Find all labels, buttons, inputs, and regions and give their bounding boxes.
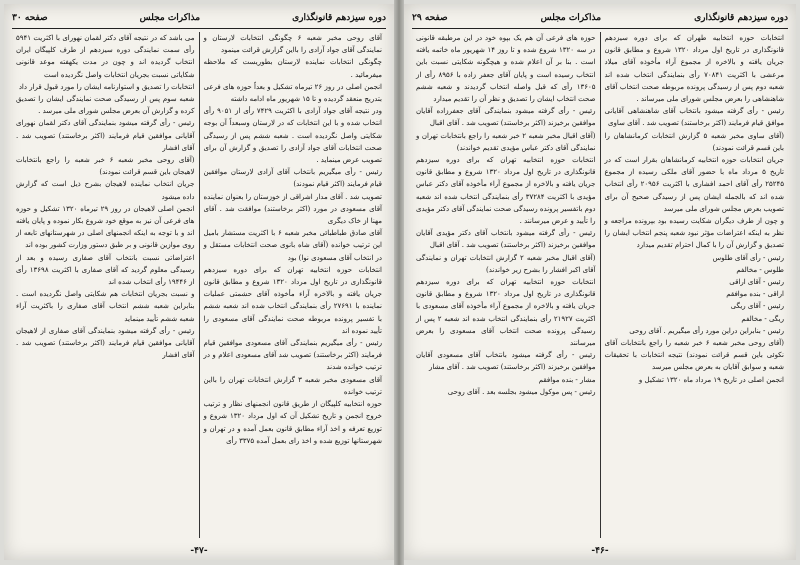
paragraph: رئیس - رأی گرفته میشود بنمایندگی آقای دکتر لقمان نهورای آقایانی موافقین قیام فرمایند (اکثر برخاستند) تصویب شد . آقای افشار (16, 119, 195, 152)
right-page (404, 4, 796, 560)
paragraph: جریان انتخاب نماینده لاهیجان بشرح ذیل است که گزارش داده میشود (16, 180, 195, 201)
right-header-page-number: صفحه ۲۹ (412, 13, 448, 23)
left-page (4, 4, 394, 560)
paragraph: و نسبت بجریان انتخابات هم شکایتی واصل نگردیده است . بنابراین شعبه ششم انتخاب آقای صفاری را باکثریت آراء شعبه ششم تأیید مینماید (16, 290, 195, 323)
left-page-folio: -۴۷- (190, 546, 208, 556)
paragraph: رئیس - رأی گرفته میشود بانتخاب آقای شاهنشاهی آقایانی موافق قیام فرمایند (اکثر برخاستند) تصویب شد . آقای ساوی (604, 107, 784, 128)
column-divider (600, 32, 601, 538)
paragraph: رئیس - رأی گرفته میشود بانتخاب آقای دکتر مؤیدی آقایان موافقین برخیزند (اکثر برخاستند) تصویب شد . آقای اقبال (416, 229, 596, 250)
paragraph: حوزه انتخابیه کلپیگان از طریق قانون انجمنهای نظار و ترتیب خروج انجمن و تاریخ تشکیل آن که اول مرداد ۱۳۲۰ شروع و توزیع تعرفه و اخذ آراء مطابق قانون بعمل آمده و در تهران و شهرستانها توزیع شده و اخذ رای بعمل آمده ۳۳۷۵ رأی (203, 400, 382, 445)
paragraph: تصویب شد . آقای مدار اشراقی از خوزستان را بعنوان نماینده آقای مسعودی در مورد (اکثر برخاستند) موافقت شد . آقای مهنا از خاک دیگری (203, 192, 382, 226)
column-divider (199, 32, 200, 538)
paragraph: رئیس - رأی گرفته میشود بنمایندگی آقای صفاری از لاهیجان آقایانی موافقین قیام فرمایند (اکثر برخاستند) تصویب شد . آقای افشار (16, 326, 195, 360)
paragraph: شعبه سوم پس از رسیدگی صحت نمایندگی ایشان را تصدیق کرده و گزارش آن بعرض مجلس شورای ملی میرسد . (16, 95, 195, 116)
paragraph: اراقی - بنده موافقم (726, 290, 784, 299)
right-page-columns (412, 32, 788, 538)
paragraph: (آقای روحی مخبر شعبه ۶ خبر شعبه را راجع بانتخابات لاهیجان باین قسم قرائت نمودند) (16, 156, 195, 177)
paragraph: حوزه های فرعی آن هم یک بپوه خود در این مرطبقه قانونی در سه ۱۳۲۰ شروع شده و تا روز ۱۴ شهریور ماه خاتمه یافته است . بنا بر آن اعلام شده و هیچگونه شکایتی نسبت باین انتخاب رسیده است و پایان آقای جعفر زاده با ۸۹۵۶ رأی از ۱۳۶۰۵ رأی که قبل واصله انتخاب گردیدند و شعبه ششم صحت انتخاب ایشان را تصدیق و نظر آن را تقدیم میدارد (416, 34, 596, 104)
paragraph: رئیس - آقای اراقی (729, 278, 784, 287)
right-header-volume: دوره سیزدهم قانونگذاری (694, 13, 788, 23)
right-page-header (412, 8, 788, 29)
left-page-columns (12, 32, 386, 538)
paragraph: انجمن اصلی در تاریخ ۱۹ مرداد ماه ۱۳۲۰ تشکیل و (638, 375, 784, 384)
paragraph: چگونگی انتخابات نماینده لارستان بطوریست که ملاحظه میفرمائید . (203, 58, 382, 79)
right-page-right-column (601, 32, 789, 538)
paragraph: انتخابات حوزه انتخابیه تهران که برای دوره سیزدهم قانونگذاری در تاریخ اول مرداد ۱۳۲۰ شروع و مطابق قانون جریان یافته و بالاخره آراء مأخوذه آقای حشمتی عملیات نماینده با ۲۷۶۹۱ رأی بنمایندگی انتخاب شده اند شعبه ششم با تفسیر پرونده مربوطه صحت نمایندگی آقای مسعودی را تأیید نموده اند (203, 265, 383, 335)
right-page-folio: -۴۶- (591, 546, 609, 556)
paragraph: طلوس - مخالفم (736, 265, 784, 274)
left-header-page-number: صفحه ۳۰ (12, 13, 48, 23)
paragraph: رئیس - رأی آقای طلوس (712, 253, 784, 262)
paragraph: انتخابات حوزه انتخابیه طهران که برای دوره سیزدهم قانونگذاری در تاریخ اول مرداد ۱۳۲۰ شروع و مطابق قانون جریان یافته و بالاخره از مجموع آراء مأخوذه آقای میلاد مرعشی با اکثریت ۷۰۸۴۱ رأی بنمایندگی انتخاب شده اند شعبه دوم پس از رسیدگی پرونده مربوطه صحت انتخاب آقای شاهنشاهی را بعرض مجلس شورای ملی میرساند . (604, 34, 785, 104)
paragraph: انتخابات حوزه انتخابیه تهران که برای دوره سیزدهم قانونگذاری در تاریخ اول مرداد ۱۳۲۰ شروع و مطابق قانون جریان یافته و بالاخره از مجموع آراء مأخوذه آقای مسعودی با اکثریت ۲۱۹۲۷ رأی بنمایندگی انتخاب شده اند شعبه ۲ پس از رسیدگی پرونده صحت انتخاب آقای مسعودی را بعرض میرسانند (416, 278, 596, 348)
paragraph: آقای روحی مخبر شعبه ۶ چگونگی انتخابات لارستان و نمایندگی آقای جواد آزادی را بااین گزارش قرائت مینمود (203, 34, 382, 55)
paragraph: جریان انتخابات حوزه انتخابیه کرمانشاهان بقرار است که در تاریخ ۵ مرداد ماه با حضور آقای ملکی رسیده از مجموع ۲۵۲۴۵ رأی آقای احمد افشاری با اکثریت ۲۰۹۵۶ رأی انتخاب شده اند که بالجمله ایشان پس از رسیدگی صحیح آن برای تصویب بعرض مجلس شورای ملی میرسد (604, 156, 784, 213)
paragraph: انتخابات را تصدیق و استوارنامه ایشان را مورد قبول قرار داد (18, 82, 195, 91)
paragraph: ودر نتیجه آقای جواد آزادی با اکثریت ۷۴۲۹ رأی از ۹۰۵۱ رأی انتخاب شده و با این انتخابات که در لارستان وسبعداً آن بوجه شکایتی واصل نگردیده است . شعبه ششم پس از رسیدگی صحت انتخابات آقای جواد آزادی را تصدیق و گزارش آن برای تصویب عرض مینماید . (203, 107, 383, 165)
paragraph: (آقای اقبال مخبر شعبه ۲ خبر شعبه را راجع بانتخابات تهران و نمایندگی آقای دکتر عباس مؤیدی تقدیم خواندند) (416, 131, 596, 152)
paragraph: رئیس - رأی میگیریم بانتخاب آقای آزادی لارستان موافقین قیام فرمایند (اکثر قیام نمودند) (203, 168, 382, 189)
left-header-title: مذاکرات مجلس (139, 13, 201, 23)
left-page-right-column (200, 32, 387, 538)
paragraph: انجمن اصلی لاهیجان در روز ۲۹ تیرماه ۱۳۲۰ تشکیل و حوزه های فرعی آن نیز به موقع خود شروع بکار نموده و پایان یافته اند و با توجه به اینکه انجمنهای اصلی در شهرستانهای تابعه از روی موازین قانونی و بر طبق دستور وزارت کشور بوده اند (16, 204, 195, 250)
paragraph: آقای مسعودی مخبر شعبه ۳ گزارش انتخابات تهران را بااین ترتیب خوانده (203, 375, 382, 396)
left-page-left-column (12, 32, 199, 538)
paragraph: انتخابات حوزه انتخابیه تهران که برای دوره سیزدهم قانونگذاری در تاریخ اول مرداد ۱۳۲۰ شروع و مطابق قانون جریان یافته و بالاخره از مجموع آراء مأخوذه آقای دکتر عباس مؤیدی با اکثریت ۳۷۲۸۴ رأی بنمایندگی انتخاب شده اند شعبه دوم باتفسیر پرونده رسیدگی صحت نمایندگی آقای دکتر مؤیدی را تأیید و عرض میرسانند . (416, 156, 596, 226)
paragraph: رئیس - رأی گرفته میشود بنمایندگی آقای جعفرزاده آقایان موافقین برخیزند (اکثر برخاستند) تصویب شد . آقای اقبال (416, 107, 596, 128)
paragraph: مشار - بنده موافقم (538, 375, 596, 384)
left-header-volume: دوره سیزدهم قانونگذاری (292, 13, 386, 23)
paragraph: (آقای ساوی مخبر شعبه ۵ گزارش انتخابات کرمانشاهان را باین قسم قرائت نمودند) (604, 131, 784, 152)
right-header-title: مذاکرات مجلس (540, 13, 602, 23)
right-page-left-column (412, 32, 600, 538)
paragraph: می باشد که در نتیجه آقای دکتر لقمان نهورای با اکثریت ۵۹۴۱ رأی سمت نمایندگی دوره سیزدهم از طرف کلپیگان ایران انتخاب گردیده اند و چون در مدت یکهفته موعد قانونی شکایاتی نسبت بجریان انتخابات واصل نگردیده است (16, 34, 195, 79)
paragraph: رئیس - رأی میگیریم بنمایندگی آقای مسعودی موافقین قیام فرمایند (اکثر برخاستند) تصویب شد آقای مسعودی اعلام و در ترتیب خوانده شدند (203, 339, 382, 372)
paragraph: رئیس - آقای ریگی (730, 302, 784, 311)
paragraph: رئیس - رأی گرفته میشود بانتخاب آقای مسعودی آقایان موافقین برخیزند (اکثر برخاستند) تصویب شد . آقای مشار (416, 351, 596, 372)
paragraph: (آقای اقبال مخبر شعبه ۲ گزارش انتخابات تهران و نمایندگی آقای اکبر افشار را بشرح زیر خواندند) (416, 253, 596, 274)
paragraph: انجمن اصلی در روز ۲۶ تیرماه تشکیل و بعداً حوزه های فرعی بتدریج منعقد گردیده و تا ۱۵ شهریور ماه ادامه داشته (203, 82, 383, 104)
paragraph: رئیس - پس موکول میشود بجلسه بعد . آقای روحی (447, 387, 596, 396)
paragraph: و چون از طرف دیگران شکایت رسیده بود بپرونده مراجعه و نظر به اینکه اعتراضات مؤثر نبود شعبه پنجم انتخاب ایشان را تصدیق و گزارش آن را با کمال احترام تقدیم میدارد (604, 217, 784, 250)
paragraph: رئیس - بنابراین دراین مورد رأی میگیریم . آقای روحی (629, 326, 784, 335)
book-gutter (394, 0, 404, 565)
paragraph: (آقای روحی مخبر شعبه ۶ خبر شعبه را راجع بانتخابات آقای نکوئی باین قسم قرائت نمودند) نتیجه انتخابات با تحقیقات شعبه و سوابق آقایان به بعرض مجلس میرسد (604, 339, 784, 372)
paragraph: آقای صادق طباطبائی مخبر شعبه ۶ با اکثریت مستشار بامیل این ترتیب خوانده (آقای شاه بانوی صحت انتخابات مستقل و در انتخاب آقای مسعودی نوا) بود (203, 229, 382, 262)
left-page-header (12, 8, 386, 29)
paragraph: اعتراضاتی نسبت بانتخاب آقای صفاری رسیده و بعد از رسیدگی معلوم گردید که آقای صفاری با اکثریت ۱۳۶۹۸ رأی از ۱۹۴۴۶ رأی انتخاب شده اند (16, 253, 195, 287)
paragraph: ریگی - مخالفم (741, 314, 784, 323)
